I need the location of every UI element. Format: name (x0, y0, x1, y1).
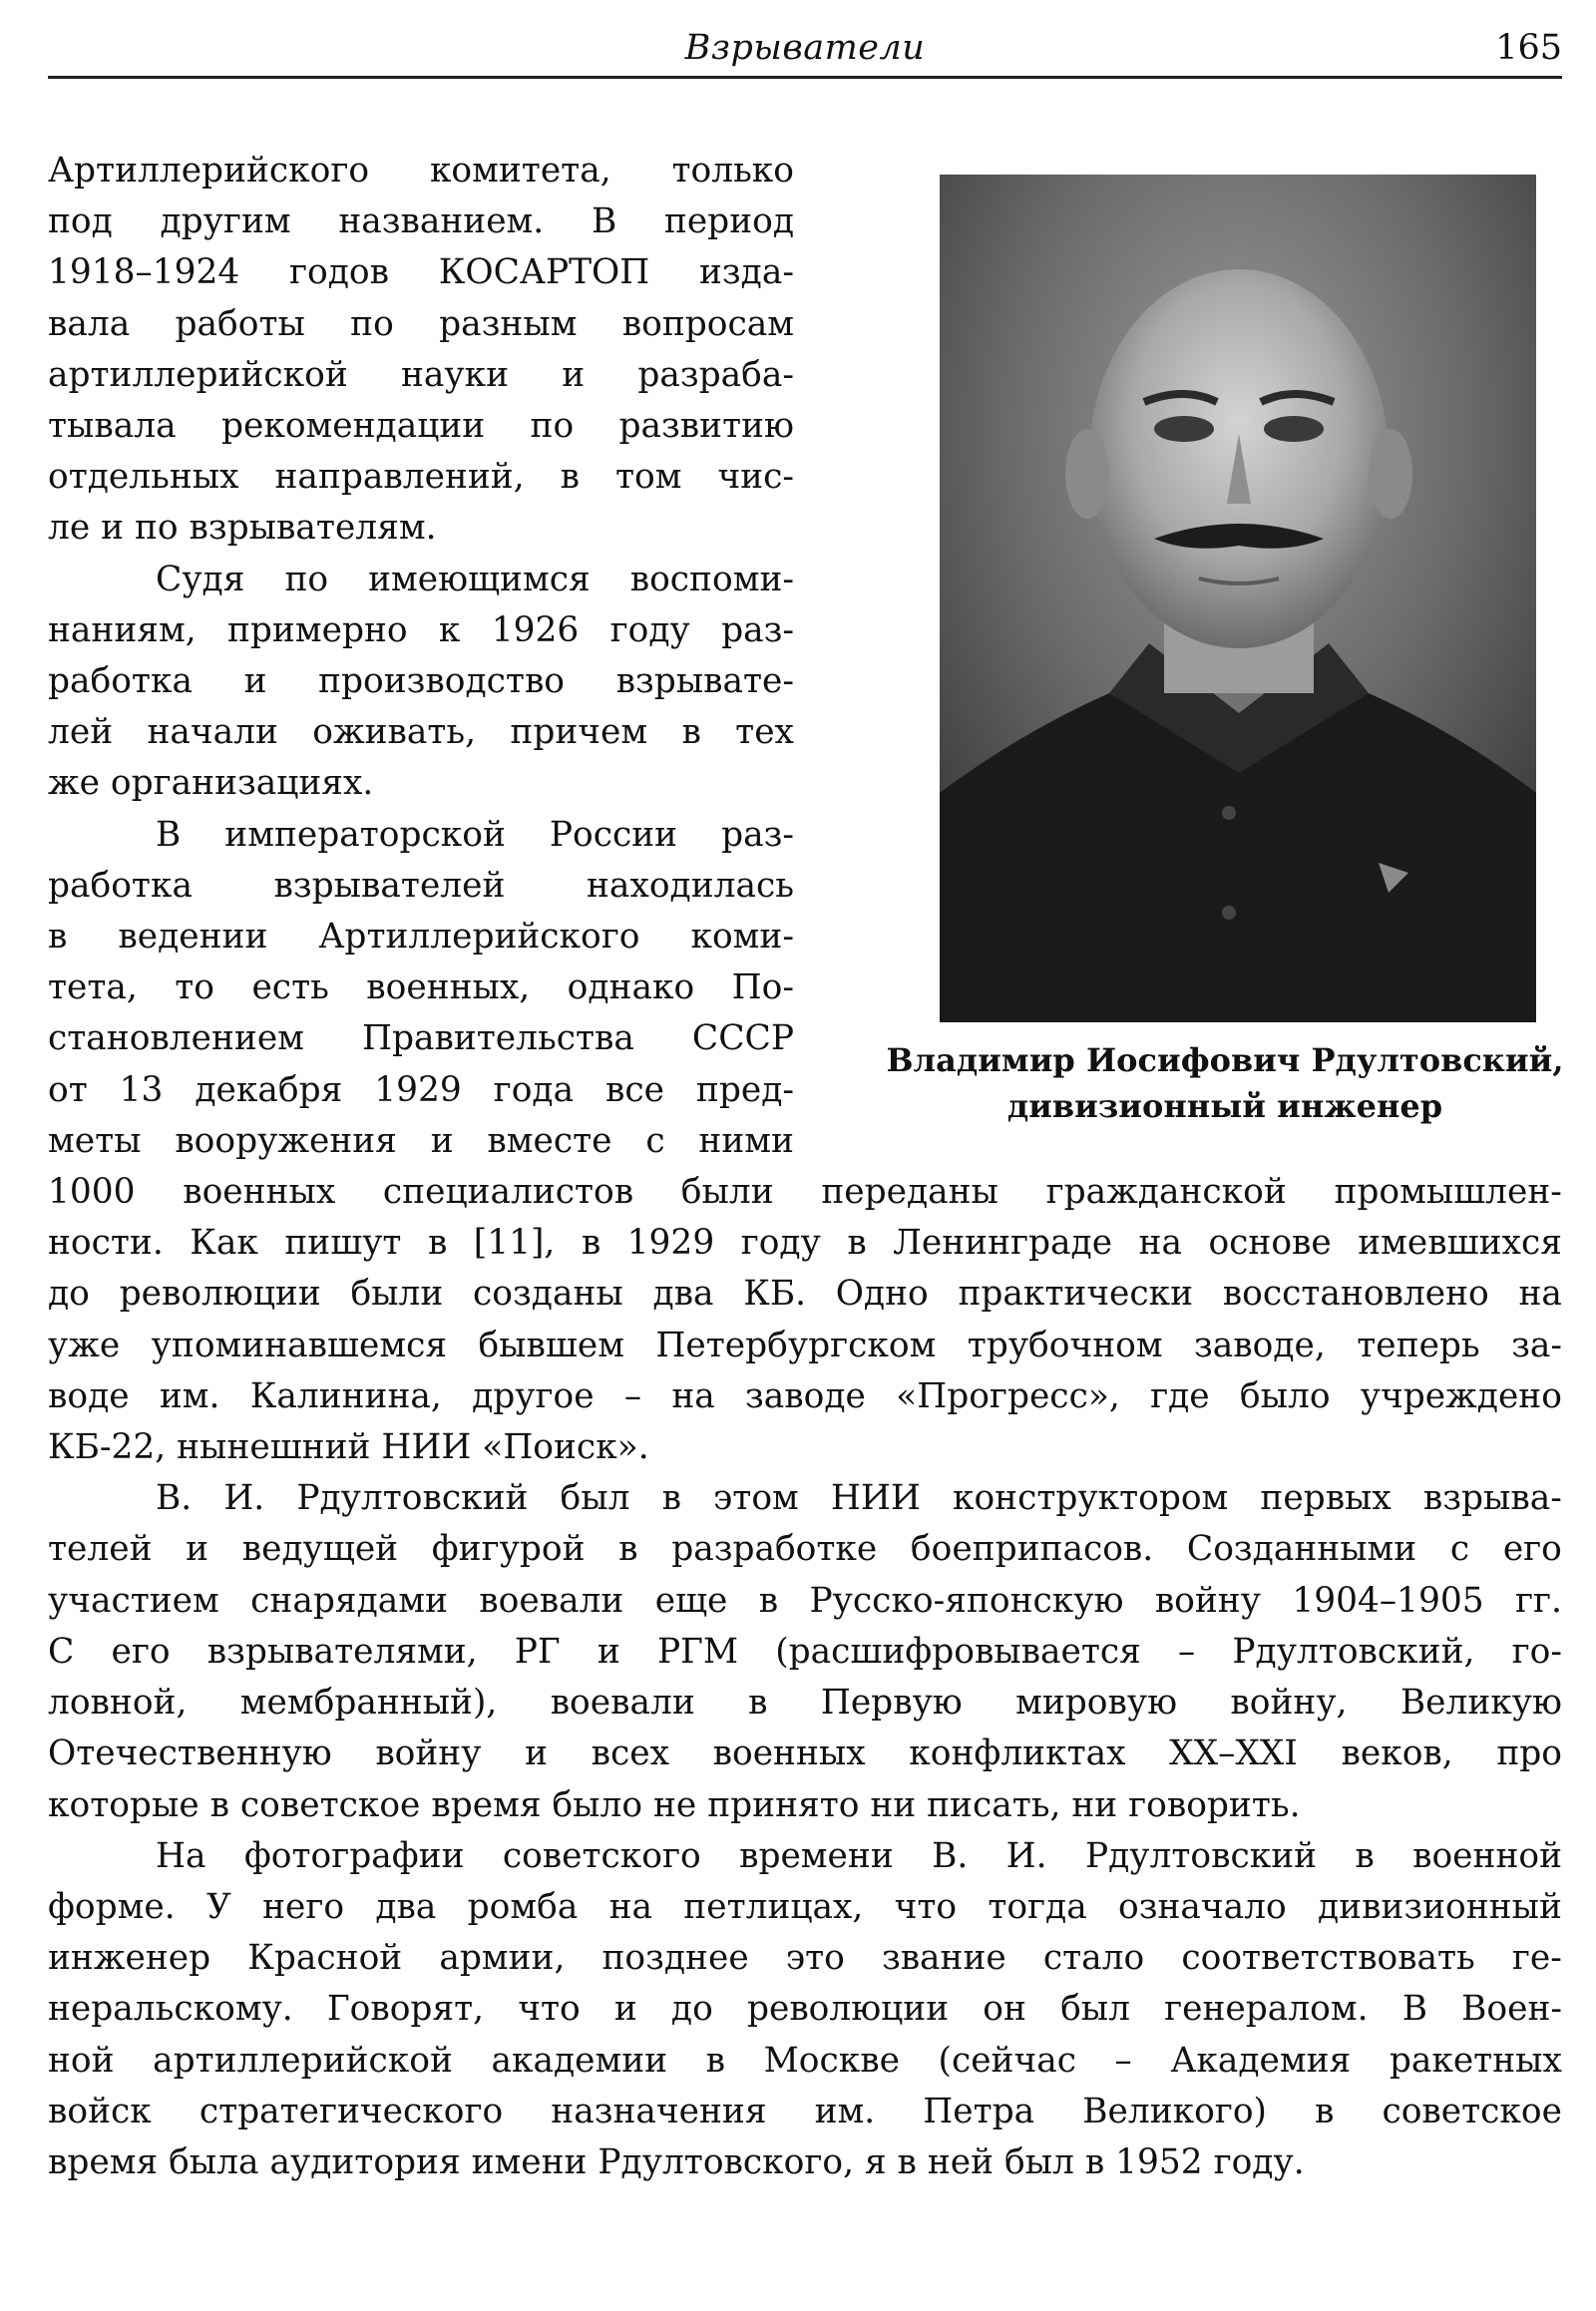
text-line: В императорской России раз- (156, 814, 794, 855)
text-line: Судя по имеющимся воспоми- (156, 559, 794, 599)
text-line: меты вооружения и вместе с ними (48, 1120, 794, 1161)
text-line: же организациях. (48, 763, 374, 804)
text-line: до революции были созданы два КБ. Одно практически восстановлено на (48, 1274, 1562, 1315)
body-text (48, 146, 1562, 2188)
text-line: С его взрывателями, РГ и РГМ (расшифровывается – Рдултовский, го- (48, 1631, 1562, 1672)
text-line: под другим названием. В период (48, 201, 794, 242)
text-line: участием снарядами воевали еще в Русско-японскую войну 1904–1905 гг. (48, 1580, 1562, 1621)
caption-line-2: дивизионный инженер (1006, 1087, 1443, 1125)
text-line: 1918–1924 годов КОСАРТОП изда- (48, 252, 794, 293)
text-line: которые в советское время было не принято ни писать, ни говорить. (48, 1784, 1301, 1825)
text-line: время была аудитория имени Рдултовского, я в ней был в 1952 году. (48, 2141, 1305, 2182)
text-line: ности. Как пишут в [11], в 1929 году в Ленинграде на основе имевшихся (48, 1223, 1562, 1264)
text-line: наниям, примерно к 1926 году раз- (48, 609, 794, 650)
text-line: На фотографии советского времени В. И. Рдултовский в военной (156, 1835, 1562, 1876)
caption-line-1: Владимир Иосифович Рдултовский, (886, 1041, 1564, 1079)
paragraph-3 (48, 810, 1562, 1474)
text-line: инженер Красной армии, позднее это звание стало соответствовать ге- (48, 1938, 1562, 1979)
text-line: становлением Правительства СССР (48, 1018, 794, 1059)
text-line: тета, то есть военных, однако По- (48, 967, 794, 1008)
text-line: работка взрывателей находилась (48, 865, 794, 906)
text-line: КБ-22, нынешний НИИ «Поиск». (48, 1427, 649, 1468)
page-number: 165 (1495, 28, 1562, 68)
text-line: лей начали оживать, причем в тех (48, 712, 794, 753)
text-line: ловной, мембранный), воевали в Первую мировую войну, Великую (48, 1683, 1562, 1724)
text-line: неральскому. Говорят, что и до революции он был генералом. В Воен- (48, 1989, 1562, 2030)
book-page (48, 18, 1562, 2282)
text-line: уже упоминавшемся бывшем Петербургском трубочном заводе, теперь за- (48, 1325, 1562, 1365)
text-line: войск стратегического назначения им. Петра Великого) в советское (48, 2091, 1562, 2131)
text-line: Артиллерийского комитета, только (48, 151, 794, 191)
text-line: ле и по взрывателям. (48, 508, 437, 549)
paragraph-2 (48, 555, 794, 810)
text-line: телей и ведущей фигурой в разработке боеприпасов. Созданными с его (48, 1529, 1562, 1570)
text-line: от 13 декабря 1929 года все пред- (48, 1069, 794, 1110)
text-line: вала работы по разным вопросам (48, 303, 794, 344)
text-line: тывала рекомендации по развитию (48, 406, 794, 447)
paragraph-5 (48, 1831, 1562, 2188)
text-line: 1000 военных специалистов были переданы гражданской промышлен- (48, 1172, 1562, 1213)
paragraph-1 (48, 146, 794, 555)
text-line: воде им. Калинина, другое – на заводе «Прогресс», где было учреждено (48, 1375, 1562, 1416)
running-title: Взрыватели (684, 28, 926, 68)
text-line: форме. У него два ромба на петлицах, что тогда означало дивизионный (48, 1886, 1562, 1927)
text-line: артиллерийской науки и разраба- (48, 354, 794, 395)
text-line: в ведении Артиллерийского коми- (48, 917, 794, 958)
text-line: ной артиллерийской академии в Москве (сейчас – Академия ракетных (48, 2040, 1562, 2081)
paragraph-4 (48, 1473, 1562, 1830)
text-line: В. И. Рдултовский был в этом НИИ конструктором первых взрыва- (156, 1478, 1562, 1519)
running-header (48, 18, 1562, 79)
text-line: работка и производство взрывате- (48, 661, 794, 702)
text-line: отдельных направлений, в том чис- (48, 457, 794, 498)
text-line: Отечественную войну и всех военных конфликтах XX–XXI веков, про (48, 1733, 1562, 1774)
